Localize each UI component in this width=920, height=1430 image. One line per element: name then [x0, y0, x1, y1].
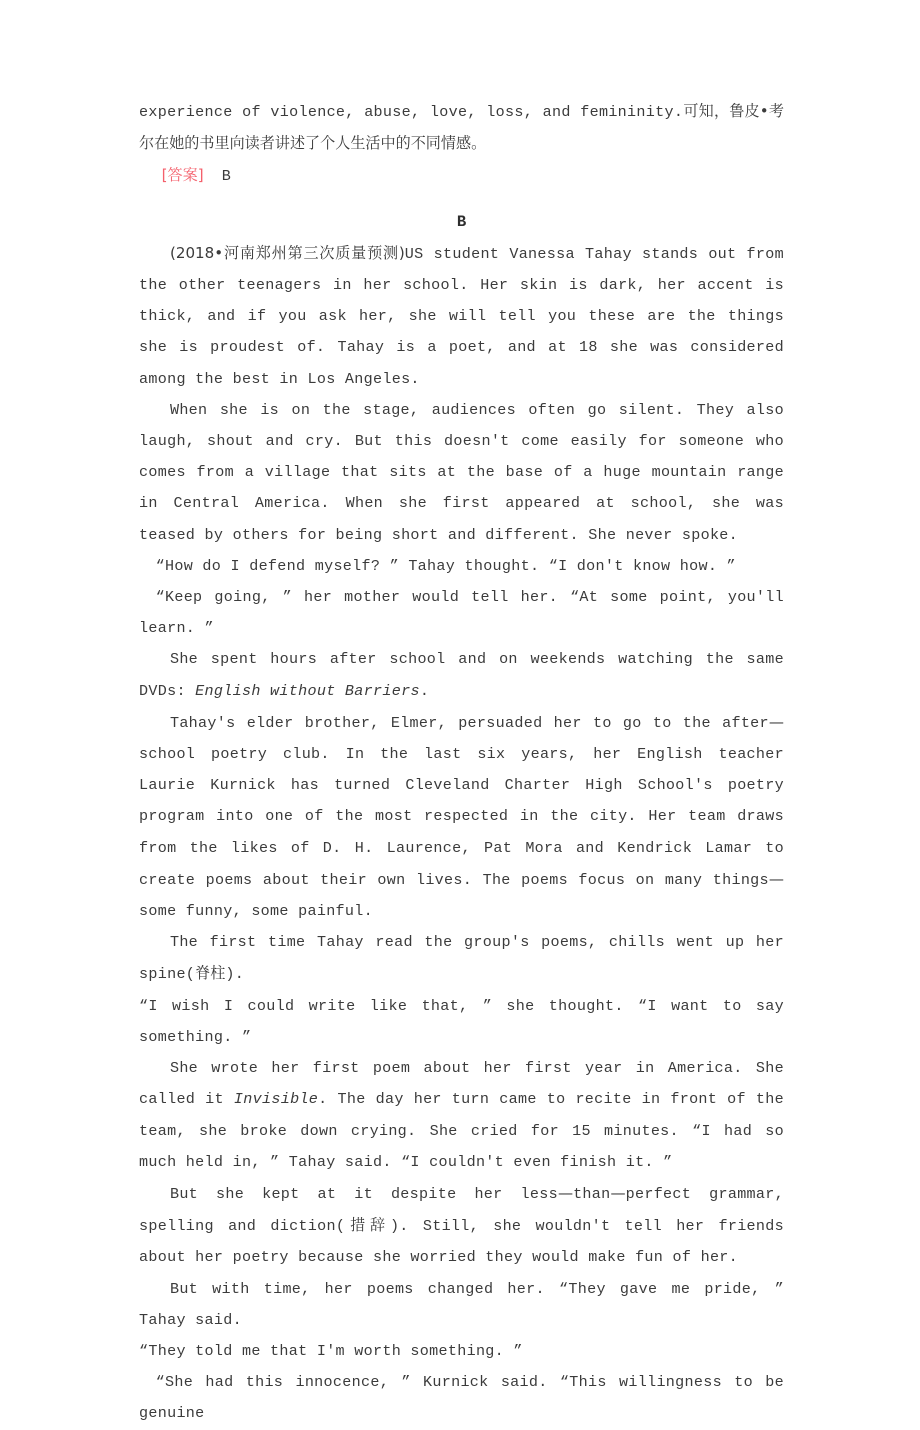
poem-title-invisible: Invisible — [233, 1090, 319, 1109]
dvd-outro-text: . — [419, 681, 430, 700]
p9-text-a: But she kept at it despite her less — [169, 1184, 558, 1203]
passage-paragraph-10: But with time, her poems changed her. “They gave me pride, ” Tahay said. — [139, 1279, 784, 1329]
passage-paragraph-11: “She had this innocence, ” Kurnick said. “This willingness to be genuine — [139, 1373, 784, 1423]
passage-paragraph-1-text: US student Vanessa Tahay stands out from the other teenagers in her school. Her skin is dark, her accent is thick, and if you ask her, she will tell you these are the things she is proudest of. Tahay is a poet, and at 18 she was considered among the best in Los Angeles. — [139, 244, 784, 388]
answer-label: [答案] — [161, 166, 204, 185]
p9-dash-2: — — [610, 1183, 626, 1202]
passage-paragraph-10-line2: “They told me that I'm worth something. ” — [139, 1341, 523, 1360]
passage-paragraph-3: “How do I defend myself? ” Tahay thought. “I don't know how. ” — [155, 556, 736, 575]
p6-text-b: school poetry club. In the last six years, her English teacher Laurie Kurnick has turned Cleveland Charter High School's poetry program into one of the most respected in the city. Her team draws from the likes of D. H. Laurence, Pat Mora and Kendrick Lamar to create poems about their own lives. The poems focus on many things — [139, 745, 784, 889]
passage-paragraph-2: When she is on the stage, audiences often go silent. They also laugh, shout and cry. But this doesn't come easily for someone who comes from a village that sits at the base of a huge mountain range in Central America. When she first appeared at school, she was teased by others for being short and different. She never spoke. — [139, 400, 784, 544]
passage-paragraph-7 — [139, 927, 784, 990]
passage-paragraph-1 — [139, 238, 784, 395]
p6-text-a: Tahay's elder brother, Elmer, persuaded her to go to the after — [169, 713, 769, 732]
p9-dash-1: — — [557, 1183, 574, 1202]
p6-text-c: some funny, some painful. — [139, 902, 373, 921]
dvd-title: English without Barriers — [195, 681, 420, 700]
p7-text-b: ). — [225, 965, 245, 984]
passage-paragraph-4: “Keep going, ” her mother would tell her. “At some point, you'll learn. ” — [139, 588, 784, 638]
passage-paragraph-9 — [139, 1178, 784, 1274]
spacer — [139, 193, 784, 207]
dvd-intro-text: She spent hours after school and on weekends watching the same DVDs: — [139, 650, 784, 700]
p7-text-a: The first time Tahay read the group's poems, chills went up her spine( — [139, 933, 784, 984]
p8-text-a: She wrote her first poem about her first year in America. She called it — [139, 1059, 784, 1109]
continued-chinese-text: 可知，鲁皮•考尔在她的书里向读者讲述了个人生活中的不同情感。 — [139, 102, 784, 153]
p6-dash-2: — — [768, 869, 784, 888]
passage-source-tag: (2018•河南郑州第三次质量预测) — [169, 243, 405, 262]
passage-paragraph-6 — [139, 707, 784, 927]
passage-paragraph-5 — [139, 644, 784, 706]
p6-dash-1: — — [768, 712, 784, 731]
passage-paragraph-8 — [139, 1053, 784, 1178]
continued-english-text: experience of violence, abuse, love, loss, and femininity. — [139, 103, 684, 121]
answer-value: B — [221, 167, 231, 186]
text-column — [139, 96, 784, 1430]
passage-paragraph-7-line2: “I wish I could write like that, ” she thought. “I want to say something. ” — [139, 996, 784, 1046]
p9-text-c: perfect grammar, spelling and diction( — [139, 1184, 784, 1236]
continued-paragraph — [139, 96, 784, 160]
p7-gloss-spine: 脊柱 — [195, 964, 226, 983]
section-heading-letter: B — [456, 212, 467, 231]
p9-gloss-diction: 措辞 — [345, 1216, 390, 1235]
p9-text-b: than — [573, 1184, 611, 1203]
answer-line — [139, 160, 784, 192]
p8-text-b: . The day her turn came to recite in front of the team, she broke down crying. She cried for 15 minutes. “I had so much held in, ” Tahay said. “I couldn't even finish it. ” — [139, 1090, 784, 1171]
p9-text-d: ). Still, she wouldn't tell her friends about her poetry because she worried they would make fun of her. — [139, 1217, 784, 1267]
